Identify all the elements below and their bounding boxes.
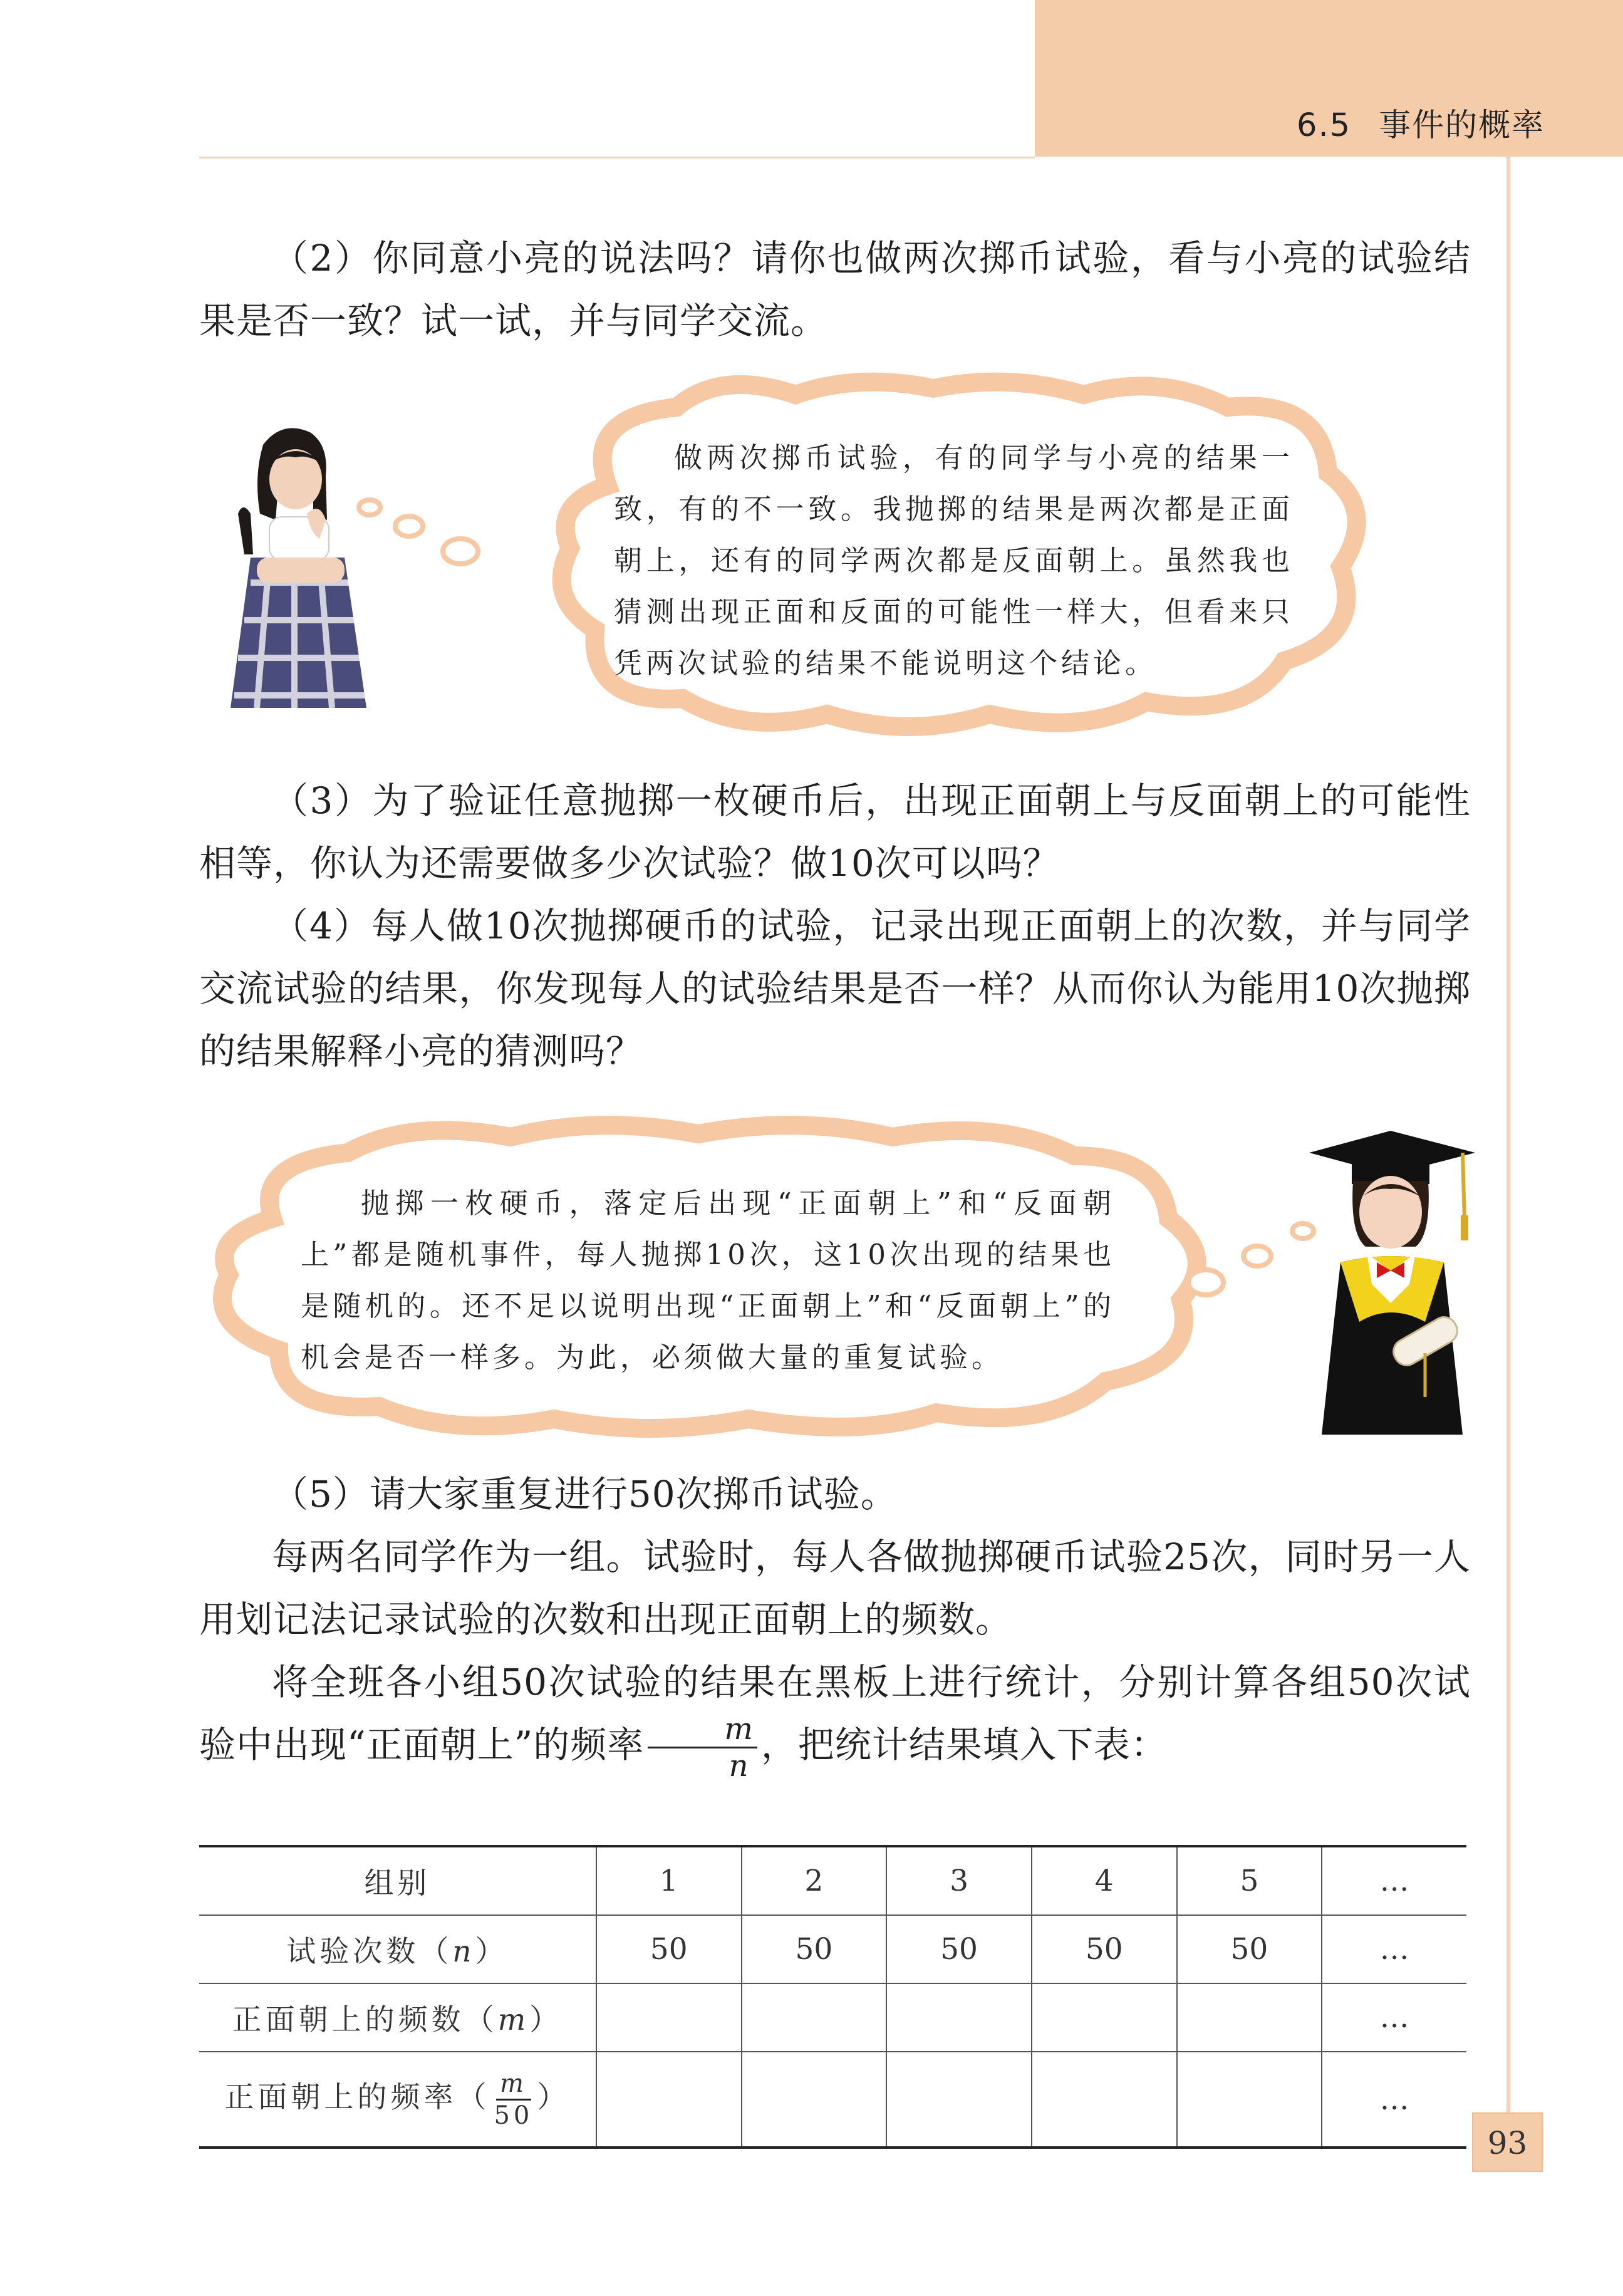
results-table	[199, 1845, 1466, 2149]
table-cell: …	[1322, 1983, 1466, 2052]
frequency-fraction	[648, 1712, 757, 1784]
table-cell: 50	[596, 1915, 742, 1983]
question-3-text: （3）为了验证任意抛掷一枚硬币后，出现正面朝上与反面朝上的可能性相等，你认为还需要做多少次试验？做10次可以吗？	[199, 779, 1471, 885]
header-rule	[199, 157, 1035, 158]
row-label: 正面朝上的频率（	[224, 2080, 490, 2114]
question-5	[199, 1463, 1471, 1784]
section-header	[1297, 99, 1545, 145]
stats-instructions	[199, 1651, 1471, 1784]
fraction-denominator: n	[729, 1748, 749, 1784]
question-2-text: （2）你同意小亮的说法吗？请你也做两次掷币试验，看与小亮的试验结果是否一致？试一试，并与同学交流。	[199, 237, 1471, 342]
table-cell: …	[1322, 1846, 1466, 1915]
table-cell	[886, 2052, 1032, 2148]
table-cell	[596, 2052, 742, 2148]
table-cell: 3	[886, 1846, 1032, 1915]
table-cell: 50	[886, 1915, 1032, 1983]
group-instructions: 每两名同学作为一组。试验时，每人各做抛掷硬币试验25次，同时另一人用划记法记录试验的次数和出现正面朝上的频数。	[199, 1535, 1471, 1641]
question-5-text: （5）请大家重复进行50次掷币试验。	[272, 1473, 898, 1515]
page-number: 93	[1487, 2125, 1528, 2161]
table-header-cell	[199, 1983, 596, 2052]
table-cell	[886, 1983, 1032, 2052]
table-cell: 50	[1177, 1915, 1322, 1983]
table-cell	[742, 1983, 887, 2052]
frequency-fraction-50	[494, 2071, 533, 2128]
fraction-denominator: 50	[494, 2101, 534, 2130]
bubble-grad-text: 抛掷一枚硬币，落定后出现“正面朝上”和“反面朝上”都是随机事件，每人抛掷10次，这10次出现的结果也是随机的。还不足以说明出现“正面朝上”和“反面朝上”的机会是否一样多。为此，必须做大量的重复试验。	[301, 1187, 1115, 1374]
table-cell: 50	[742, 1915, 887, 1983]
bubble-girl-text-box	[614, 432, 1294, 689]
stats-text-after: ，把统计结果填入下表：	[760, 1723, 1168, 1766]
section-title: 事件的概率	[1379, 107, 1545, 144]
question-4-text: （4）每人做10次抛掷硬币的试验，记录出现正面朝上的次数，并与同学交流试验的结果，你发现每人的试验结果是否一样？从而你认为能用10次抛掷的结果解释小亮的猜测吗？	[199, 905, 1471, 1073]
row-label-close: ）	[475, 1935, 509, 1969]
table-cell: 4	[1032, 1846, 1177, 1915]
table-cell: 1	[596, 1846, 742, 1915]
table-row	[199, 1983, 1466, 2052]
row-variable: n	[452, 1935, 475, 1969]
stats-text-before: 将全班各小组50次试验的结果在黑板上进行统计，分别计算各组50次试验中出现“正面朝上”的频率	[199, 1661, 1471, 1766]
table-row	[199, 1846, 1466, 1915]
fraction-numerator: m	[496, 2071, 531, 2101]
graduate-illustration	[1297, 1128, 1478, 1435]
table-header-cell	[199, 1915, 596, 1983]
table-cell	[742, 2052, 887, 2148]
question-2	[199, 227, 1471, 352]
row-label: 正面朝上的频数（	[232, 2003, 498, 2037]
table-cell	[1032, 2052, 1177, 2148]
table-header-cell: 组别	[199, 1846, 596, 1915]
row-variable: m	[497, 2003, 530, 2037]
table-cell: 50	[1032, 1915, 1177, 1983]
row-label-close: ）	[529, 2003, 563, 2037]
table-header-cell	[199, 2052, 596, 2148]
table-cell	[1177, 2052, 1322, 2148]
table-cell	[1177, 1983, 1322, 2052]
table-cell	[1032, 1983, 1177, 2052]
margin-rule	[1506, 157, 1510, 2161]
bubble-grad-text-box	[301, 1178, 1115, 1383]
row-label-close: ）	[537, 2080, 571, 2114]
table-cell	[596, 1983, 742, 2052]
questions-3-4	[199, 769, 1471, 1083]
table-row	[199, 1915, 1466, 1983]
section-number: 6.5	[1297, 107, 1352, 144]
table-cell: …	[1322, 1915, 1466, 1983]
table-cell: 5	[1177, 1846, 1322, 1915]
table-cell: 2	[742, 1846, 887, 1915]
table-row	[199, 2052, 1466, 2148]
table-cell: …	[1322, 2052, 1466, 2148]
fraction-numerator: m	[648, 1714, 757, 1748]
thought-dots-left	[348, 489, 485, 576]
bubble-girl-text: 做两次掷币试验，有的同学与小亮的结果一致，有的不一致。我抛掷的结果是两次都是正面朝上，还有的同学两次都是反面朝上。虽然我也猜测出现正面和反面的可能性一样大，但看来只凭两次试验的结果不能说明这个结论。	[614, 441, 1294, 680]
row-label: 试验次数（	[286, 1935, 453, 1969]
